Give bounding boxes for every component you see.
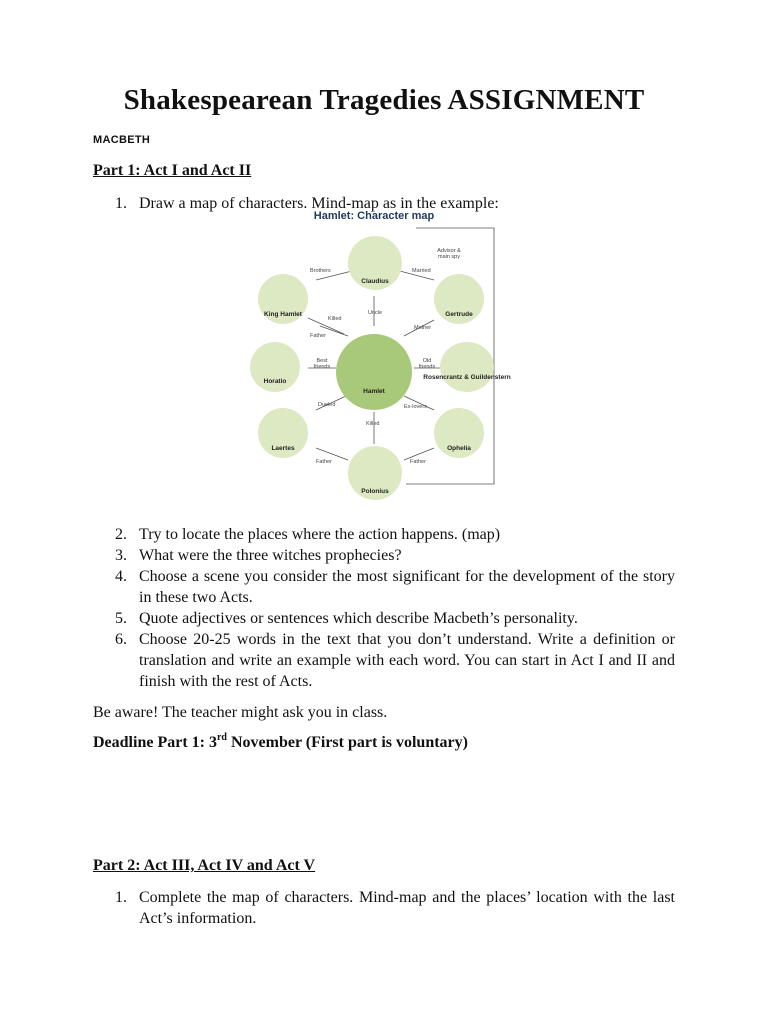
- edge-label: Brothers: [310, 268, 331, 274]
- item-text: Choose a scene you consider the most significant for the development of the story in these two Acts.: [139, 568, 675, 606]
- edge-label: Ex-lovers: [404, 404, 427, 410]
- character-map-title: Hamlet: Character map: [313, 210, 435, 222]
- item-text: Choose 20-25 words in the text that you don’t understand. Write a definition or translation and write an example with each word. You can start in Act I and II and finish with the rest of Acts.: [139, 631, 675, 690]
- class-note: Be aware! The teacher might ask you in class.: [93, 704, 388, 721]
- item-number: 6.: [115, 631, 127, 648]
- hamlet-character-map: [248, 208, 511, 504]
- part1-item-3: [93, 545, 675, 566]
- node-rosencrantz: [440, 342, 494, 392]
- node-label: Polonius: [361, 488, 389, 495]
- part1-heading: Part 1: Act I and Act II: [93, 162, 252, 179]
- item-text: What were the three witches prophecies?: [139, 547, 402, 564]
- edge-label: Mother: [414, 325, 432, 331]
- item-number: 5.: [115, 610, 127, 627]
- node-label: Horatio: [263, 378, 287, 385]
- node-label: Gertrude: [445, 311, 473, 318]
- item-number: 1.: [115, 195, 127, 212]
- edge-label: Uncle: [368, 310, 383, 316]
- document-title: Shakespearean Tragedies ASSIGNMENT: [123, 84, 645, 116]
- part1-deadline: [93, 734, 468, 752]
- node-label: King Hamlet: [264, 311, 302, 318]
- node-label: Rosencrantz & Guildenstern: [423, 374, 511, 381]
- item-text: Complete the map of characters. Mind-map and the places’ location with the last Act’s information.: [139, 889, 675, 927]
- edge-label: Father: [316, 459, 332, 465]
- deadline-ordinal: rd: [216, 732, 227, 743]
- part1-item-5: [93, 608, 675, 629]
- node-hamlet: [336, 334, 412, 410]
- node-label: Hamlet: [363, 388, 385, 395]
- item-text: Quote adjectives or sentences which describe Macbeth’s personality.: [139, 610, 578, 627]
- item-number: 2.: [115, 526, 127, 543]
- edge-label: Father: [410, 459, 426, 465]
- item-number: 4.: [115, 568, 127, 585]
- edge-label: Killed: [366, 421, 380, 427]
- item-text: Draw a map of characters. Mind-map as in the example:: [139, 195, 499, 212]
- play-name: MACBETH: [93, 134, 151, 146]
- deadline-text: Deadline Part 1: 3: [93, 734, 217, 751]
- edge-label: Father: [310, 333, 326, 339]
- edge-label: Dueled: [318, 402, 336, 408]
- edge-label: Advisor & main spy: [437, 248, 461, 260]
- part1-item-6: [93, 629, 675, 692]
- item-number: 3.: [115, 547, 127, 564]
- edge-label: Old friends: [418, 358, 436, 370]
- edge-label: Married: [412, 268, 431, 274]
- node-label: Claudius: [361, 278, 389, 285]
- item-number: 1.: [115, 889, 127, 906]
- part2-item-1: [93, 887, 675, 929]
- part2-heading: Part 2: Act III, Act IV and Act V: [93, 857, 316, 874]
- node-label: Ophelia: [447, 445, 471, 452]
- node-label: Laertes: [271, 445, 295, 452]
- item-text: Try to locate the places where the action happens. (map): [139, 526, 501, 543]
- part1-item-4: [93, 566, 675, 608]
- edge-label: Killed: [328, 316, 342, 322]
- deadline-text: November (First part is voluntary): [226, 734, 468, 751]
- edge-label: Best friends: [313, 358, 331, 370]
- part1-item-2: [93, 524, 675, 545]
